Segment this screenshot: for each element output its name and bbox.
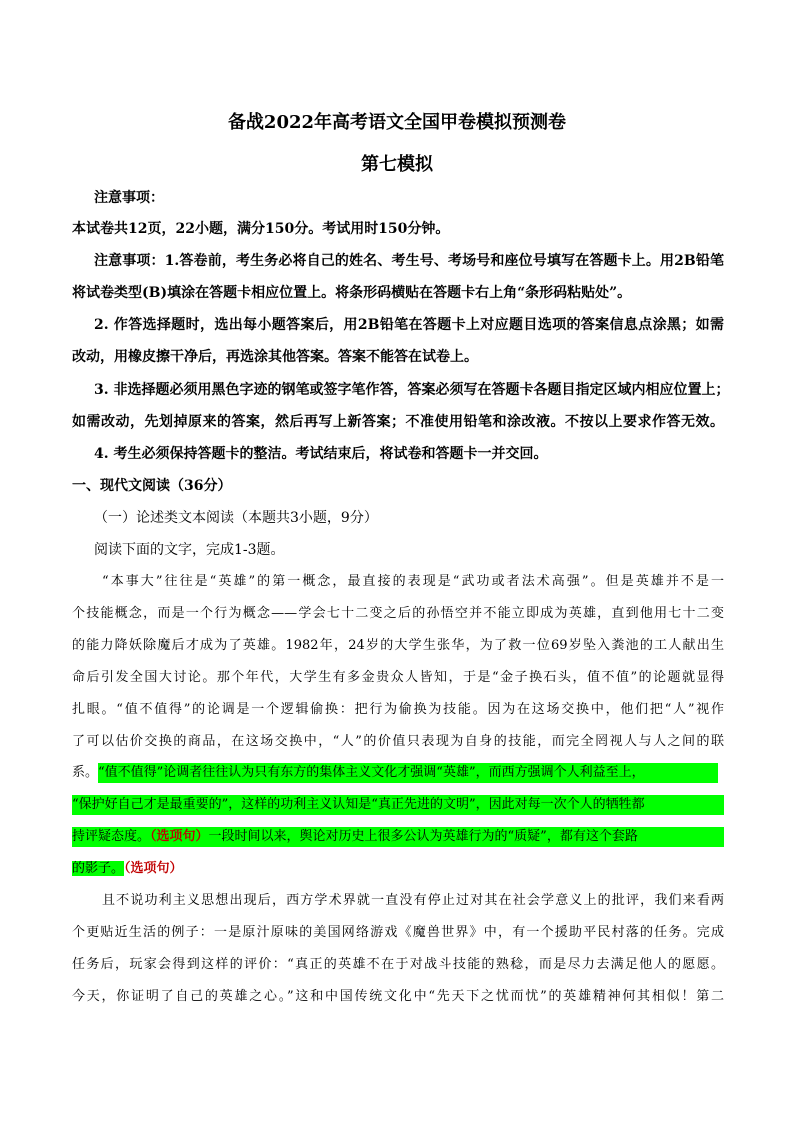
passage-line: 了可以估价交换的商品，在这场交换中，“人”的价值只表现为自身的技能，而完全罔视人与人之间的联 xyxy=(72,734,724,749)
passage-line: 的能力降妖除魔后才成为了英雄。1982年，24岁的大学生张华，为了救一位69岁坠入粪池的工人献出生 xyxy=(72,638,724,653)
notice-line-5: 4. 考生必须保持答题卡的整洁。考试结束后，将试卷和答题卡一并交回。 xyxy=(94,446,548,462)
highlighted-text: 持评疑态度。 xyxy=(72,829,151,844)
passage-line: “本事大”往往是“英雄”的第一概念，最直接的表现是“武功或者法术高强”。但是英雄并不是一 xyxy=(102,574,724,589)
notice-line-3a: 2. 作答选择题时，选出每小题答案后，用2B铅笔在答题卡上对应题目选项的答案信息点涂黑；如需 xyxy=(94,317,724,333)
passage-line-highlighted xyxy=(72,859,724,879)
passage-line: 今天，你证明了自己的英雄之心。”这和中国传统文化中“先天下之忧而忧”的英雄精神何其相似！第二 xyxy=(72,989,724,1004)
passage-text: 系。 xyxy=(72,765,99,780)
highlighted-text: “值不值得”论调者往往认为只有东方的集体主义文化才强调“英雄”，而西方强调个人利益至上， xyxy=(98,763,718,783)
passage-line: 且不说功利主义思想出现后，西方学术界就一直没有停止过对其在社会学意义上的批评，我们来看两 xyxy=(102,893,724,908)
option-marker: （选项句） xyxy=(150,829,209,844)
exam-subtitle: 第七模拟 xyxy=(361,154,433,175)
notice-line-2b: 将试卷类型(B)填涂在答题卡相应位置上。将条形码横贴在答题卡右上角“条形码粘贴处”。 xyxy=(72,285,632,301)
notice-line-2a: 注意事项：1.答卷前，考生务必将自己的姓名、考生号、考场号和座位号填写在答题卡上。用2B铅笔 xyxy=(94,253,724,269)
notice-heading: 注意事项： xyxy=(94,190,164,206)
exam-title: 备战2022年高考语文全国甲卷模拟预测卷 xyxy=(227,112,567,133)
notice-line-4b: 如需改动，先划掉原来的答案，然后再写上新答案；不准使用铅笔和涂改液。不按以上要求作答无效。 xyxy=(72,414,724,430)
notice-line-4a: 3. 非选择题必须用黑色字迹的钢笔或签字笔作答，答案必须写在答题卡各题目指定区域内相应位置上； xyxy=(94,382,730,398)
passage-line: 个技能概念，而是一个行为概念——学会七十二变之后的孙悟空并不能立即成为英雄，直到他用七十二变 xyxy=(72,606,724,621)
highlighted-text: 一段时间以来，舆论对历史上很多公认为英雄行为的“质疑”，都有这个套路 xyxy=(208,829,638,844)
passage-line-highlighted xyxy=(72,763,724,783)
notice-line-3b: 改动，用橡皮擦干净后，再选涂其他答案。答案不能答在试卷上。 xyxy=(72,349,478,365)
passage-line: 个更贴近生活的例子：一是原汁原味的美国网络游戏《魔兽世界》中，有一个援助平民村落的任务。完成 xyxy=(72,925,724,940)
passage-line: 命后引发全国大讨论。那个年代，大学生有多金贵众人皆知，于是“金子换石头，值不值”的论题就显得 xyxy=(72,670,724,685)
highlighted-text: “保护好自己才是最重要的”，这样的功利主义认知是“真正先进的文明”，因此对每一次个人的牺牲都 xyxy=(72,795,724,815)
highlighted-text: 的影子。 xyxy=(72,861,125,876)
passage-line-highlighted xyxy=(72,827,724,847)
option-marker: （选项句） xyxy=(124,861,183,876)
passage-line: 任务后，玩家会得到这样的评价：“真正的英雄不在于对战斗技能的熟稔，而是尽力去满足他人的愿愿。 xyxy=(72,957,724,972)
passage-line: 扎眼。“值不值得”的论调是一个逻辑偷换：把行为偷换为技能。因为在这场交换中，他们把“人”视作 xyxy=(72,702,724,717)
reading-instruction: 阅读下面的文字，完成1-3题。 xyxy=(94,542,285,558)
notice-line-1: 本试卷共12页，22小题，满分150分。考试用时150分钟。 xyxy=(72,221,450,237)
subsection-heading: （一）论述类文本阅读（本题共3小题，9分） xyxy=(94,510,378,526)
section-heading: 一、现代文阅读（36分） xyxy=(72,478,232,494)
